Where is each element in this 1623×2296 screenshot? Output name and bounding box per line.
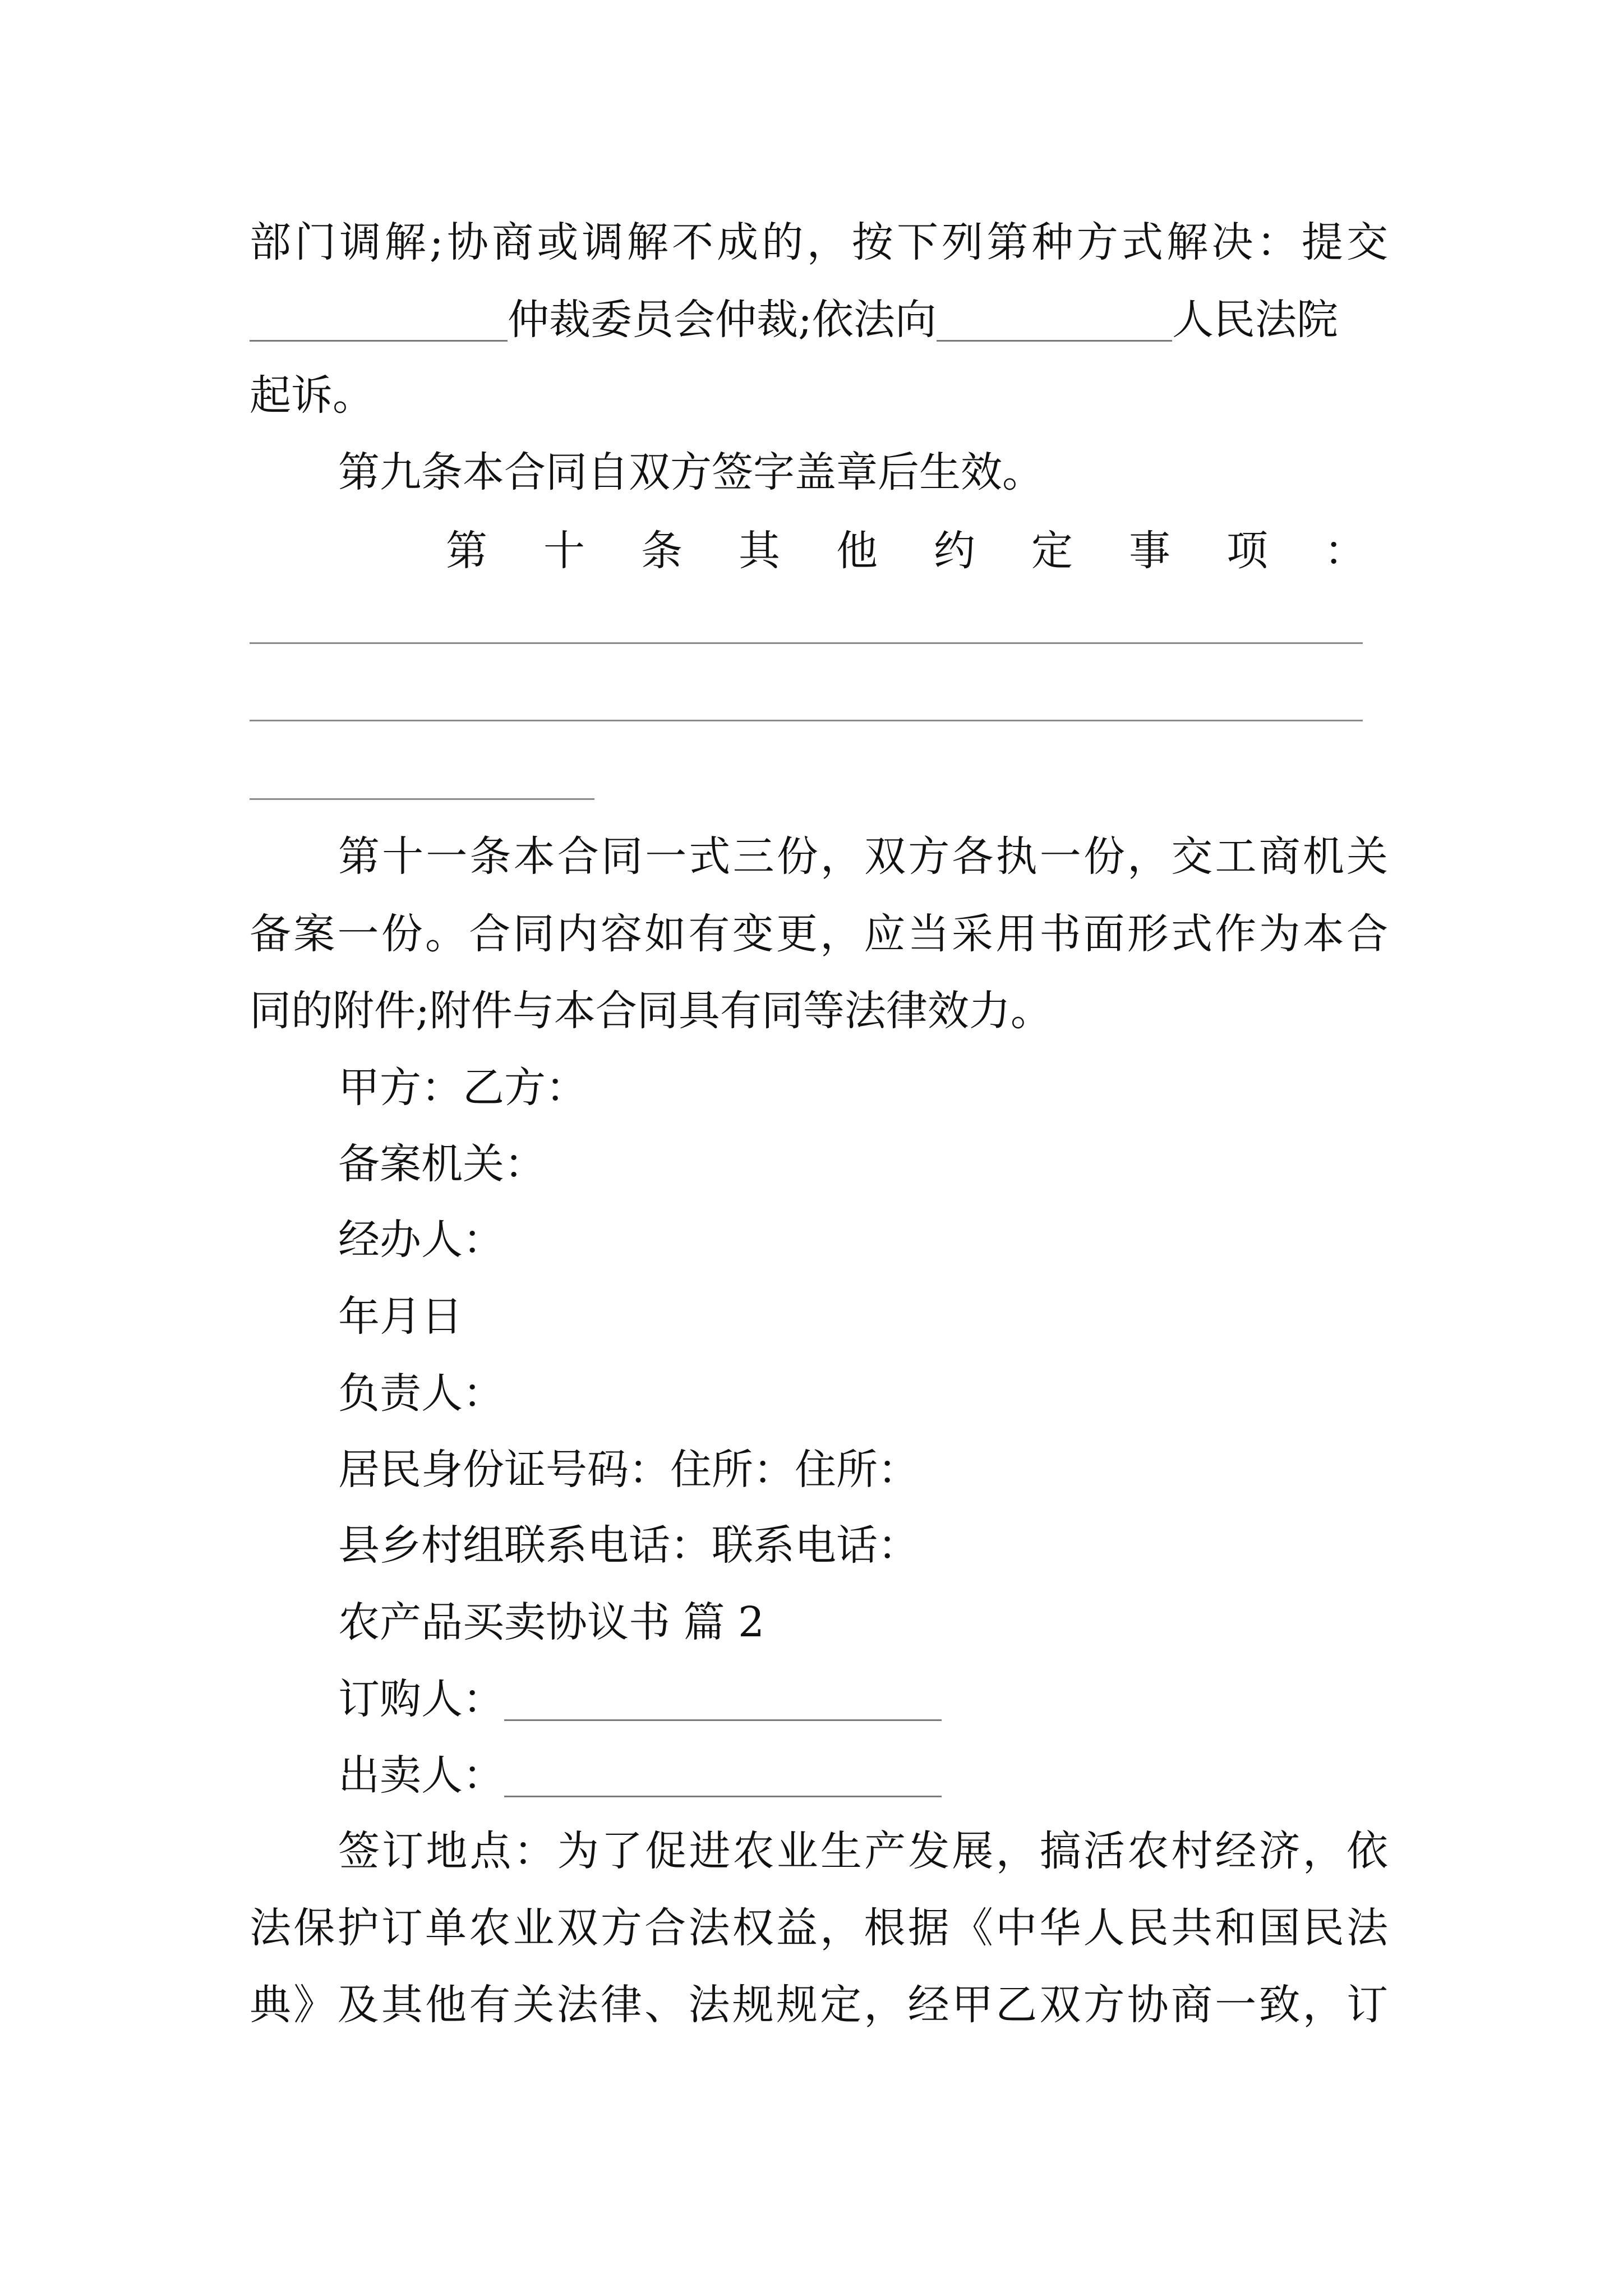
heading-char: 其 bbox=[739, 527, 780, 575]
heading-char: ： bbox=[1324, 527, 1366, 575]
blank-rule bbox=[250, 720, 1363, 721]
party-ab: 甲方：乙方： bbox=[338, 1064, 587, 1112]
paragraph-line: 起诉。 bbox=[250, 371, 374, 420]
heading-char: 约 bbox=[934, 527, 975, 575]
heading-char: 十 bbox=[543, 527, 585, 575]
date: 年月日 bbox=[338, 1292, 463, 1341]
county-phone: 县乡村组联系电话：联系电话： bbox=[338, 1521, 919, 1570]
article-11-line: 备案一份。合同内容如有变更，应当采用书面形式作为本合 bbox=[250, 910, 1388, 958]
heading-char: 项 bbox=[1227, 527, 1268, 575]
text-fragment: 人民法院 bbox=[1172, 296, 1338, 344]
article-11-line: 第十一条本合同一式三份，双方各执一份，交工商机关 bbox=[338, 832, 1388, 881]
blank-rule bbox=[250, 798, 594, 800]
filing-org: 备案机关： bbox=[338, 1140, 546, 1188]
fill-in-blank bbox=[937, 298, 1172, 342]
sign-paragraph-line: 法保护订单农业双方合法权益，根据《中华人民共和国民法 bbox=[250, 1904, 1388, 1952]
fill-in-blank bbox=[504, 1754, 942, 1797]
blank-rule bbox=[250, 642, 1363, 644]
heading-char: 条 bbox=[641, 527, 683, 575]
section-title: 农产品买卖协议书 篇 2 bbox=[338, 1598, 765, 1646]
seller-line bbox=[338, 1751, 942, 1800]
paragraph-line bbox=[250, 298, 1388, 342]
paragraph-line: 部门调解;协商或调解不成的，按下列第种方式解决：提交 bbox=[250, 218, 1388, 266]
text-fragment: 仲裁委员会仲裁;依法向 bbox=[508, 296, 937, 344]
sign-paragraph-line: 典》及其他有关法律、法规规定，经甲乙双方协商一致，订 bbox=[250, 1981, 1388, 2029]
fill-in-blank bbox=[504, 1678, 942, 1721]
heading-char: 事 bbox=[1129, 527, 1170, 575]
sign-paragraph-line: 签订地点：为了促进农业生产发展，搞活农村经济，依 bbox=[338, 1827, 1388, 1875]
fill-in-blank bbox=[250, 298, 508, 342]
buyer-label: 订购人： bbox=[338, 1675, 504, 1723]
heading-char: 他 bbox=[836, 527, 878, 575]
article-9: 第九条本合同自双方签字盖章后生效。 bbox=[338, 448, 1044, 496]
heading-char: 定 bbox=[1031, 527, 1073, 575]
id-address: 居民身份证号码：住所：住所： bbox=[338, 1446, 919, 1494]
responsible: 负责人： bbox=[338, 1369, 504, 1418]
article-10-heading bbox=[446, 527, 1366, 575]
handler: 经办人： bbox=[338, 1216, 504, 1264]
seller-label: 出卖人： bbox=[338, 1751, 504, 1800]
buyer-line bbox=[338, 1675, 942, 1723]
heading-char: 第 bbox=[446, 527, 487, 575]
article-11-line: 同的附件;附件与本合同具有同等法律效力。 bbox=[250, 987, 1052, 1035]
